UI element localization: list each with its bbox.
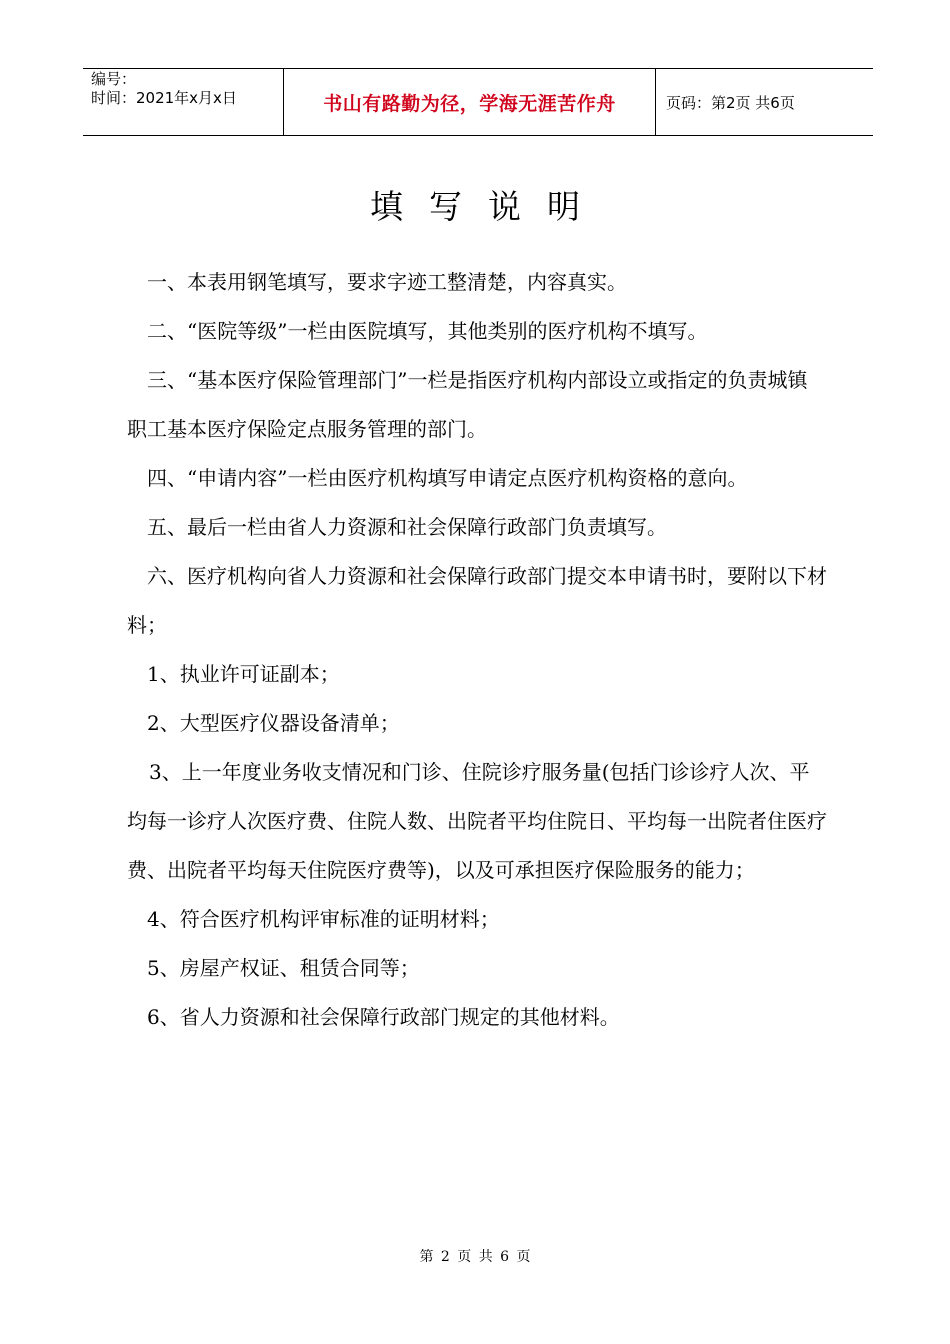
paragraph-2: 二、“医院等级”一栏由医院填写，其他类别的医疗机构不填写。: [147, 319, 708, 343]
list-item-5: 5、房屋产权证、租赁合同等；: [147, 956, 420, 980]
header-meta-cell: [83, 69, 284, 135]
header-page-cell: [656, 69, 873, 135]
paragraph-3: 三、“基本医疗保险管理部门”一栏是指医疗机构内部设立或指定的负责城镇职工基本医疗保险定点服务管理的部门。: [127, 368, 808, 441]
header-page-info: 页码：第2页 共6页: [666, 93, 795, 112]
document-header: [83, 68, 873, 136]
document-time-label: 时间：2021年x月x日: [91, 89, 237, 107]
paragraph-4: 四、“申请内容”一栏由医疗机构填写申请定点医疗机构资格的意向。: [147, 466, 748, 490]
instructions-body: [127, 258, 827, 1042]
header-motto-cell: [284, 69, 656, 135]
paragraph-1: 一、本表用钢笔填写，要求字迹工整清楚，内容真实。: [147, 270, 627, 294]
page-title: 填写说明: [370, 187, 606, 226]
list-item-2: 2、大型医疗仪器设备清单；: [147, 711, 400, 735]
paragraph-5: 五、最后一栏由省人力资源和社会保障行政部门负责填写。: [147, 515, 667, 539]
list-item-6: 6、省人力资源和社会保障行政部门规定的其他材料。: [147, 1005, 620, 1029]
list-item-3: 3、上一年度业务收支情况和门诊、住院诊疗服务量(包括门诊诊疗人次、平均每一诊疗人次医疗费、住院人数、出院者平均住院日、平均每一出院者住医疗费、出院者平均每天住院医疗费等)，以及可承担医疗保险服务的能力；: [127, 760, 827, 882]
header-motto: 书山有路勤为径，学海无涯苦作舟: [323, 92, 616, 115]
list-item-1: 1、执业许可证副本；: [147, 662, 340, 686]
paragraph-6: 六、医疗机构向省人力资源和社会保障行政部门提交本申请书时，要附以下材料；: [127, 564, 827, 637]
page-footer: 第 2 页 共 6 页: [419, 1249, 531, 1265]
list-item-4: 4、符合医疗机构评审标准的证明材料；: [147, 907, 500, 931]
document-number-label: 编号：: [91, 70, 137, 88]
